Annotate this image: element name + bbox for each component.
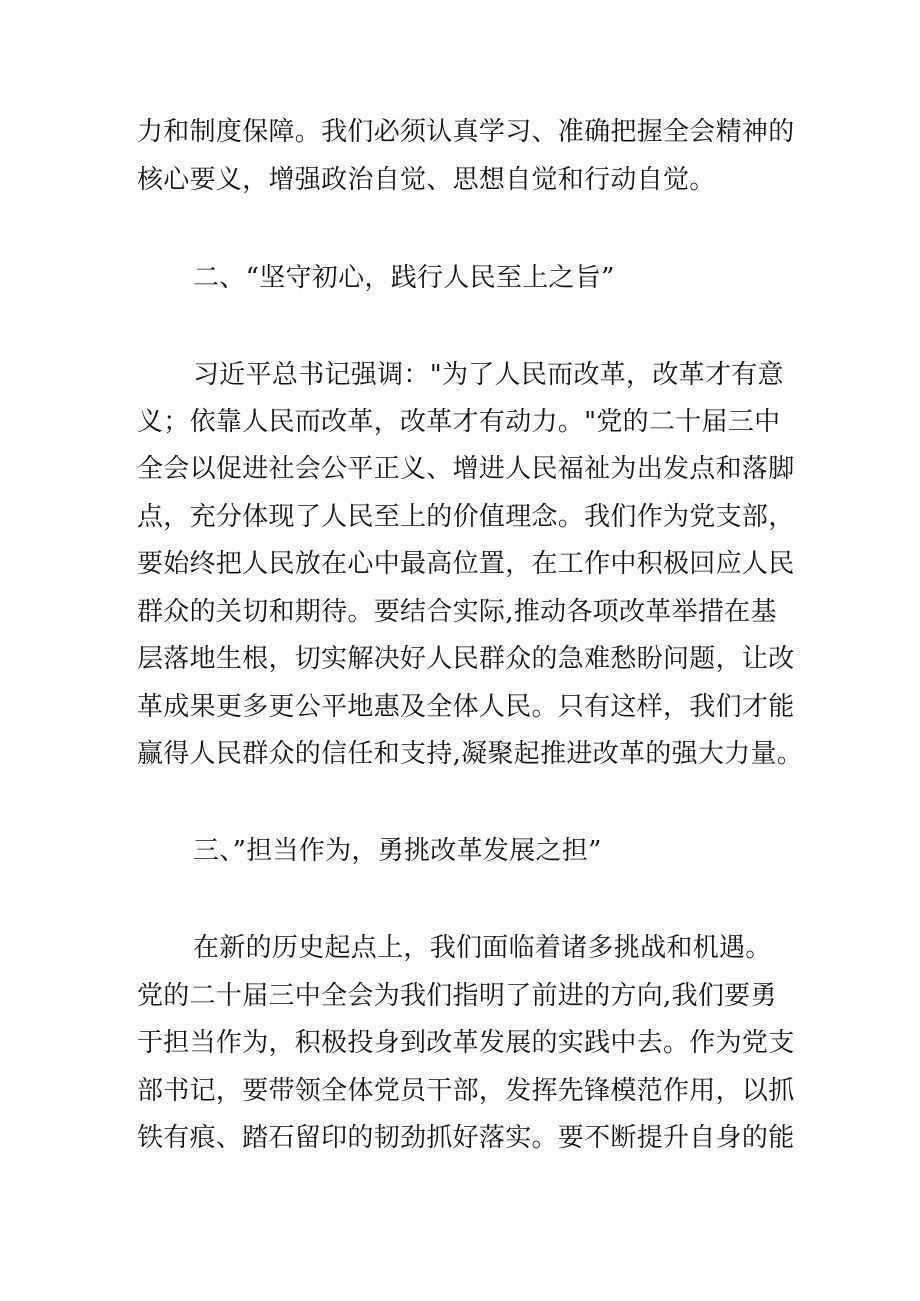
paragraph-3-line-1: 在新的历史起点上，我们面临着诸多挑战和机遇。 [193,933,772,963]
paragraph-1-line-1: 力和制度保障。我们必须认真学习、准确把握全会精神的 [137,117,795,147]
paragraph-2-line-3: 全会以促进社会公平正义、增进人民福祉为出发点和落脚 [137,454,795,484]
paragraph-3-line-4: 部书记，要带领全体党员干部，发挥先锋模范作用，以抓 [137,1076,795,1106]
paragraph-2-line-7: 层落地生根，切实解决好人民群众的急难愁盼问题，让改 [137,644,795,674]
section-heading-3: 三、”担当作为，勇挑改革发展之担” [193,836,602,866]
paragraph-2-line-9: 赢得人民群众的信任和支持,凝聚起推进改革的强大力量。 [137,739,804,769]
paragraph-3-line-3: 于担当作为，积极投身到改革发展的实践中去。作为党支 [137,1028,795,1058]
paragraph-2-line-2: 义；依靠人民而改革，改革才有动力。"党的二十届三中 [137,407,781,437]
paragraph-2-line-5: 要始终把人民放在心中最高位置，在工作中积极回应人民 [137,549,795,579]
paragraph-1-line-2: 核心要义，增强政治自觉、思想自觉和行动自觉。 [137,165,716,195]
section-heading-2: 二、“坚守初心，践行人民至上之旨” [193,263,615,293]
paragraph-2-line-6: 群众的关切和期待。要结合实际,推动各项改革举措在基 [137,597,777,627]
paragraph-2-line-1: 习近平总书记强调："为了人民而改革，改革才有意 [193,360,784,390]
paragraph-3-line-2: 党的二十届三中全会为我们指明了前进的方向,我们要勇 [137,981,777,1011]
paragraph-2-line-4: 点，充分体现了人民至上的价值理念。我们作为党支部， [137,502,795,532]
paragraph-2-line-8: 革成果更多更公平地惠及全体人民。只有这样，我们才能 [137,692,795,722]
paragraph-3-line-5: 铁有痕、踏石留印的韧劲抓好落实。要不断提升自身的能 [137,1123,795,1153]
